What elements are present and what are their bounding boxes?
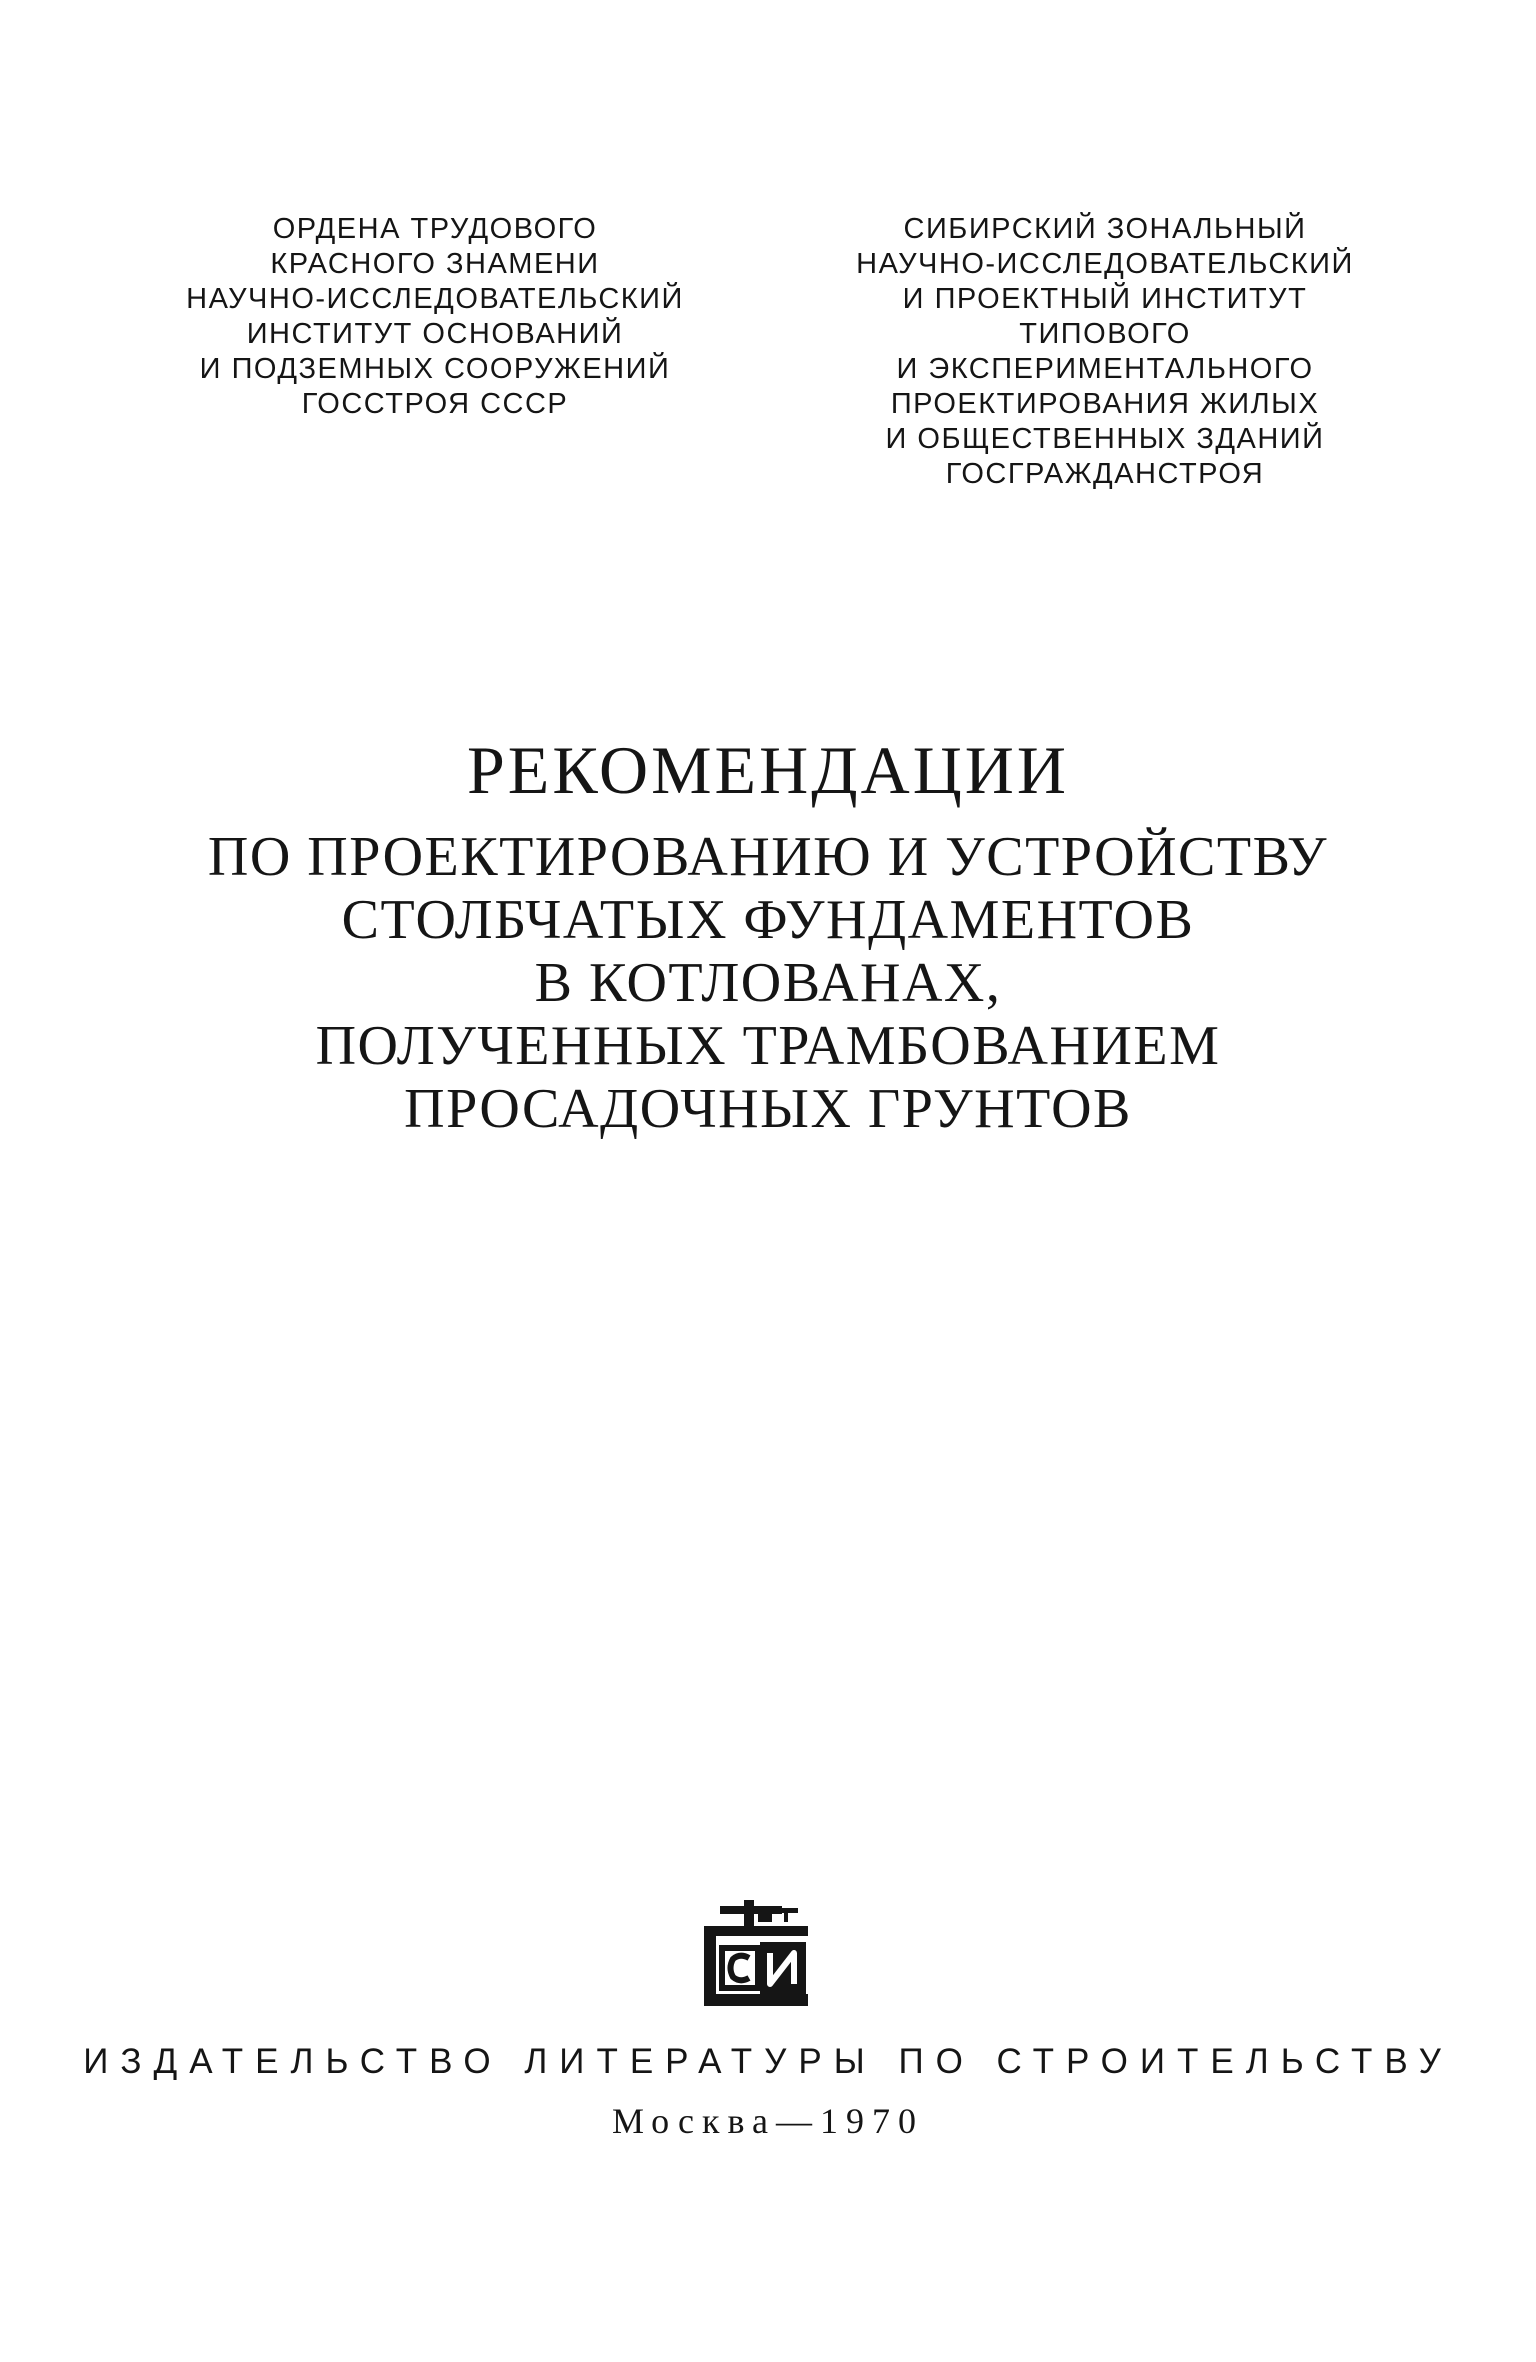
left-org-line-4: ИНСТИТУТ ОСНОВАНИЙ (246, 318, 624, 350)
right-organization (820, 212, 1390, 492)
right-org-line-8: ГОСГРАЖДАНСТРОЯ (945, 458, 1265, 490)
subtitle-line-3: В КОТЛОВАНАХ, (534, 952, 1002, 1014)
right-org-line-3: И ПРОЕКТНЫЙ ИНСТИТУТ (902, 283, 1308, 315)
left-org-line-5: И ПОДЗЕМНЫХ СООРУЖЕНИЙ (199, 353, 671, 385)
right-org-line-1: СИБИРСКИЙ ЗОНАЛЬНЫЙ (903, 213, 1307, 245)
left-org-line-1: ОРДЕНА ТРУДОВОГО (272, 213, 598, 245)
publisher-name: ИЗДАТЕЛЬСТВО ЛИТЕРАТУРЫ ПО СТРОИТЕЛЬСТВУ (83, 2042, 1453, 2081)
subtitle-line-2: СТОЛБЧАТЫХ ФУНДАМЕНТОВ (341, 889, 1195, 951)
city-and-year: Москва—1970 (612, 2101, 924, 2141)
publisher-logo-icon (700, 1898, 812, 2010)
left-org-line-2: КРАСНОГО ЗНАМЕНИ (270, 248, 600, 280)
left-org-line-6: ГОССТРОЯ СССР (301, 388, 569, 420)
left-org-line-3: НАУЧНО-ИССЛЕДОВАТЕЛЬСКИЙ (186, 283, 684, 315)
right-org-line-2: НАУЧНО-ИССЛЕДОВАТЕЛЬСКИЙ (856, 248, 1354, 280)
right-org-line-7: И ОБЩЕСТВЕННЫХ ЗДАНИЙ (885, 423, 1325, 455)
right-org-line-4: ТИПОВОГО (1019, 318, 1191, 350)
left-organization (150, 212, 720, 422)
subtitle-line-5: ПРОСАДОЧНЫХ ГРУНТОВ (404, 1078, 1132, 1140)
document-subtitle (0, 826, 1536, 1141)
document-title: РЕКОМЕНДАЦИИ (466, 732, 1070, 808)
subtitle-line-4: ПОЛУЧЕННЫХ ТРАМБОВАНИЕМ (315, 1015, 1221, 1077)
right-org-line-5: И ЭКСПЕРИМЕНТАЛЬНОГО (896, 353, 1314, 385)
right-org-line-6: ПРОЕКТИРОВАНИЯ ЖИЛЫХ (890, 388, 1320, 420)
subtitle-line-1: ПО ПРОЕКТИРОВАНИЮ И УСТРОЙСТВУ (207, 826, 1329, 888)
